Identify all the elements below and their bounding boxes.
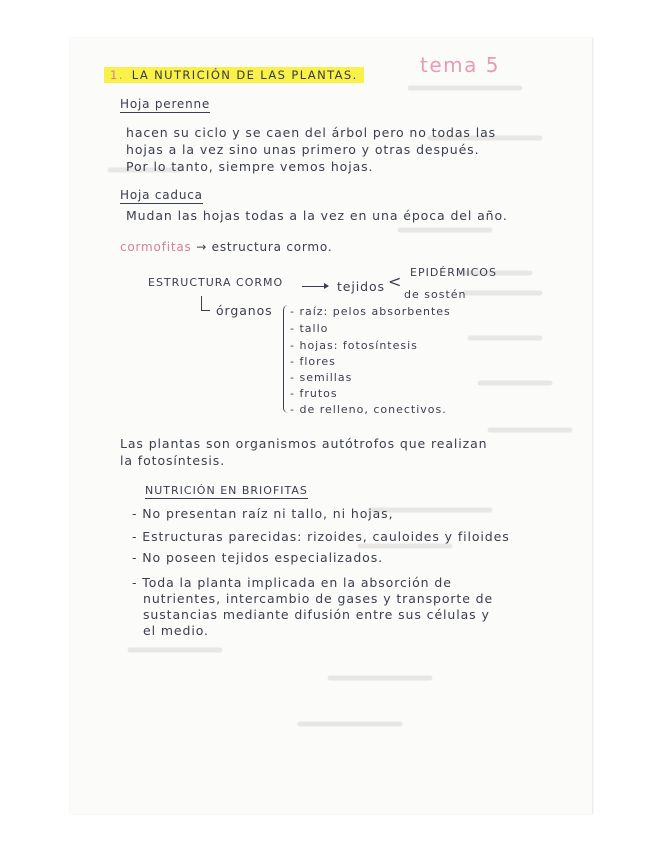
briofitas-line-2: - Estructuras parecidas: rizoides, cauloides y filoides	[132, 529, 510, 544]
organos-brace	[283, 305, 290, 413]
cormofitas-line	[120, 240, 332, 254]
organo-frutos: - frutos	[290, 387, 338, 400]
briofitas-line-5: nutrientes, intercambio de gases y transporte de	[143, 591, 494, 606]
organo-tallo: - tallo	[290, 322, 329, 335]
organos-branch-mark	[201, 296, 210, 311]
tema-label: tema 5	[420, 53, 500, 77]
section-number: 1.	[110, 68, 124, 82]
cormofitas-arrow: →	[196, 240, 208, 254]
tejidos-sosten: de sostén	[404, 288, 467, 301]
briofitas-line-3: - No poseen tejidos especializados.	[132, 550, 384, 565]
cormofitas-definition: estructura cormo.	[211, 240, 333, 254]
briofitas-line-4: - Toda la planta implicada en la absorción de	[132, 575, 452, 590]
perenne-line-3: Por lo tanto, siempre vemos hojas.	[126, 159, 374, 174]
estructura-cormo-root: ESTRUCTURA CORMO	[148, 276, 284, 289]
tejidos-epidermicos: EPIDÉRMICOS	[410, 266, 497, 279]
briofitas-line-7: el medio.	[143, 623, 209, 638]
tejidos-bracket: <	[388, 272, 403, 291]
tejidos-label: tejidos	[337, 279, 385, 294]
organo-semillas: - semillas	[290, 371, 353, 384]
hoja-caduca-heading: Hoja caduca	[120, 188, 203, 202]
arrow-to-tejidos	[302, 286, 328, 287]
briofitas-line-6: sustancias mediante difusión entre sus células y	[143, 607, 490, 622]
autotrofos-line-2: la fotosíntesis.	[120, 453, 226, 468]
briofitas-heading: NUTRICIÓN EN BRIOFITAS	[145, 484, 308, 497]
autotrofos-line-1: Las plantas son organismos autótrofos que realizan	[120, 436, 488, 451]
perenne-line-1: hacen su ciclo y se caen del árbol pero no todas las	[126, 125, 497, 140]
section-title-highlight	[104, 67, 364, 83]
organo-flores: - flores	[290, 355, 336, 368]
perenne-line-2: hojas a la vez sino unas primero y otras después.	[126, 142, 480, 157]
organo-hojas: - hojas: fotosíntesis	[290, 339, 418, 352]
organo-raiz: - raíz: pelos absorbentes	[290, 305, 451, 318]
cormofitas-term: cormofitas	[120, 240, 192, 254]
caduca-line-1: Mudan las hojas todas a la vez en una época del año.	[126, 208, 508, 223]
briofitas-line-1: - No presentan raíz ni tallo, ni hojas,	[132, 506, 394, 521]
hoja-perenne-heading: Hoja perenne	[120, 97, 211, 111]
organo-relleno: - de relleno, conectivos.	[290, 403, 447, 416]
section-title: LA NUTRICIÓN DE LAS PLANTAS.	[131, 68, 358, 82]
organos-label: órganos	[216, 303, 273, 318]
